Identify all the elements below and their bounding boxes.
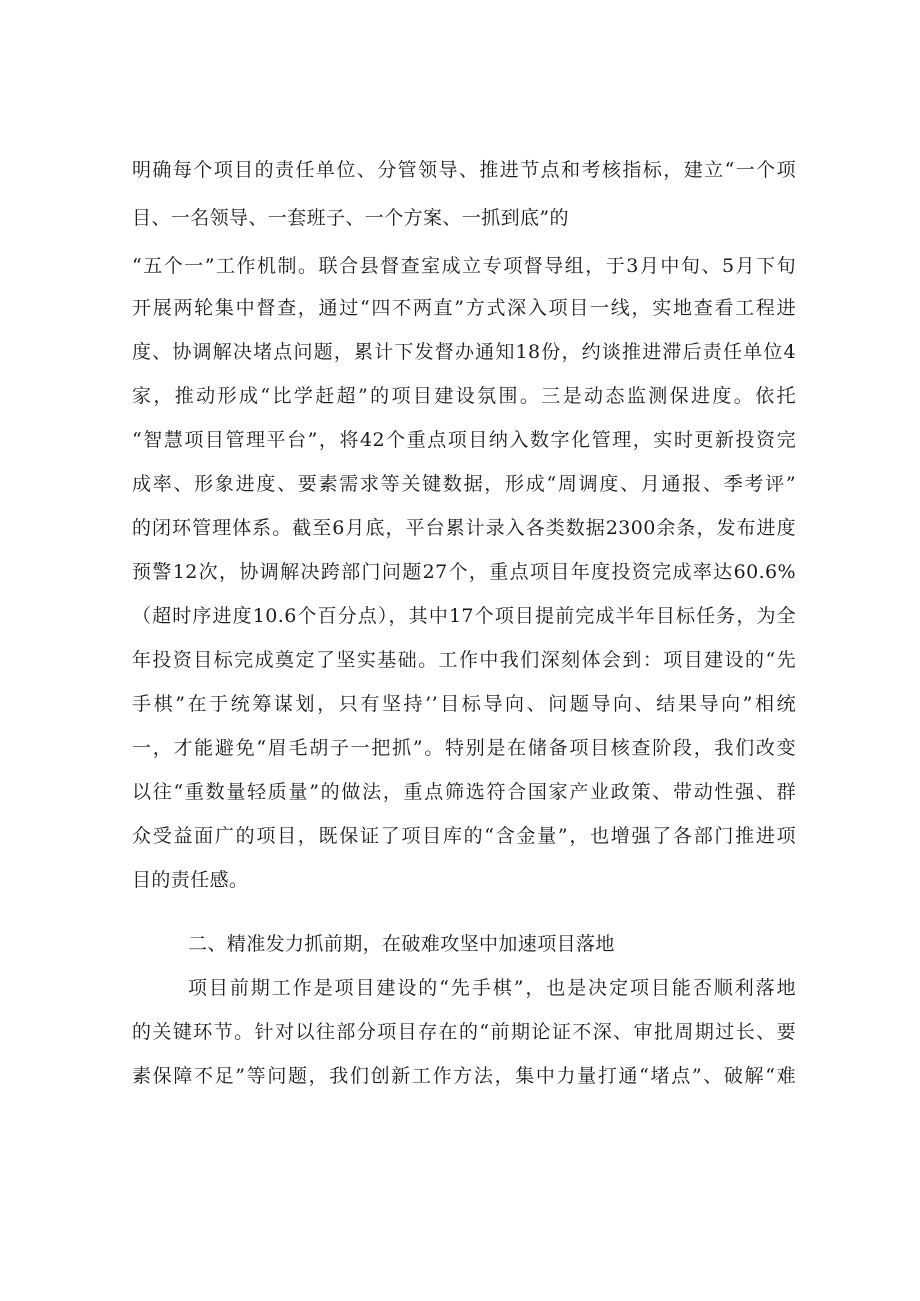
paragraph-line: 明确每个项目的责任单位、分管领导、推进节点和考核指标，建立“一个项 (132, 159, 796, 181)
paragraph-line: 项目前期工作是项目建设的“先手棋”，也是决定项目能否顺利落地 (188, 977, 796, 999)
paragraph-line: 年投资目标完成奠定了坚实基础。工作中我们深刻体会到：项目建设的“先 (132, 649, 796, 671)
section-heading: 二、精准发力抓前期，在破难攻坚中加速项目落地 (188, 933, 615, 955)
paragraph-line: 目、一名领导、一套班子、一个方案、一抓到底”的 (132, 207, 569, 229)
paragraph-line: 手棋”在于统筹谋划，只有坚持’’目标导向、问题导向、结果导向”相统 (132, 693, 796, 715)
paragraph-line: 一，才能避免“眉毛胡子一把抓”。特别是在储备项目核查阶段，我们改变 (132, 737, 796, 759)
paragraph-line: 众受益面广的项目，既保证了项目库的“含金量”，也增强了各部门推进项 (132, 825, 796, 847)
paragraph-line: 开展两轮集中督查，通过“四不两直”方式深入项目一线，实地查看工程进 (132, 297, 796, 319)
paragraph-line: 预警12次，协调解决跨部门问题27个，重点项目年度投资完成率达60.6% (132, 561, 796, 583)
paragraph-line: 成率、形象进度、要素需求等关键数据，形成“周调度、月通报、季考评” (132, 473, 796, 495)
paragraph-line: “五个一”工作机制。联合县督查室成立专项督导组，于3月中旬、5月下旬 (132, 255, 796, 277)
paragraph-line: 以往“重数量轻质量”的做法，重点筛选符合国家产业政策、带动性强、群 (132, 781, 796, 803)
paragraph-line: 的关键环节。针对以往部分项目存在的“前期论证不深、审批周期过长、要 (132, 1021, 796, 1043)
paragraph-line: 家，推动形成“比学赶超”的项目建设氛围。三是动态监测保进度。依托 (132, 385, 796, 407)
paragraph-line: 度、协调解决堵点问题，累计下发督办通知18份，约谈推进滞后责任单位4 (132, 341, 796, 363)
paragraph-line: 目的责任感。 (132, 869, 249, 891)
paragraph-line: 素保障不足”等问题，我们创新工作方法，集中力量打通“堵点”、破解“难 (132, 1065, 796, 1087)
paragraph-line: “智慧项目管理平台”，将42个重点项目纳入数字化管理，实时更新投资完 (132, 429, 796, 451)
paragraph-line: （超时序进度10.6个百分点），其中17个项目提前完成半年目标任务，为全 (132, 605, 796, 627)
paragraph-line: 的闭环管理体系。截至6月底，平台累计录入各类数据2300余条，发布进度 (132, 517, 796, 539)
